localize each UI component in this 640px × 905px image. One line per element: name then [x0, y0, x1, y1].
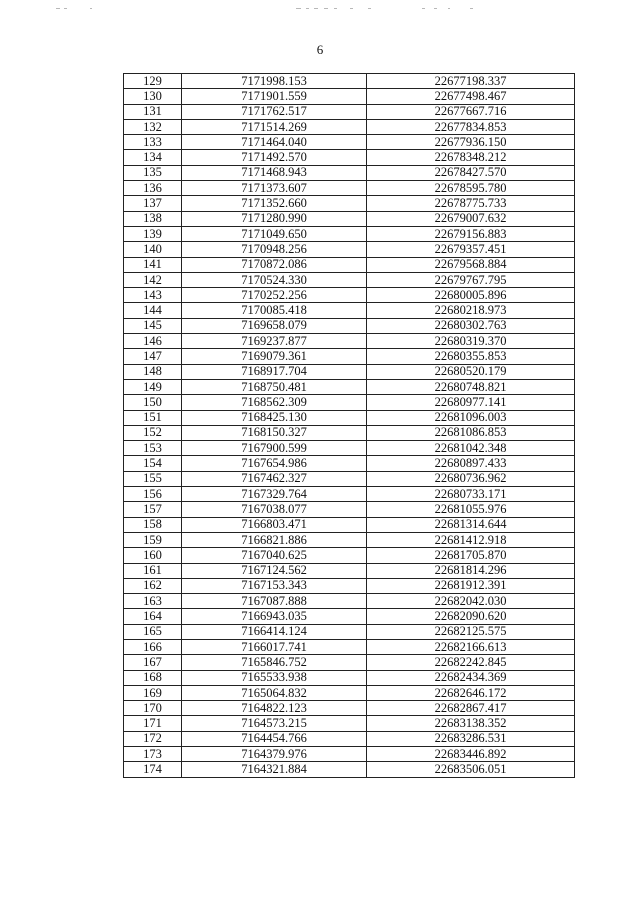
x-coordinate-cell: 7167329.764	[182, 487, 367, 502]
point-number-cell: 142	[124, 272, 182, 287]
y-coordinate-cell: 22681912.391	[367, 578, 575, 593]
x-coordinate-cell: 7169658.079	[182, 318, 367, 333]
x-coordinate-cell: 7171468.943	[182, 165, 367, 180]
point-number-cell: 166	[124, 639, 182, 654]
table-row	[124, 517, 575, 532]
table-row	[124, 731, 575, 746]
point-number-cell: 137	[124, 196, 182, 211]
y-coordinate-cell: 22678348.212	[367, 150, 575, 165]
point-number-cell: 165	[124, 624, 182, 639]
point-number-cell: 146	[124, 334, 182, 349]
table-row	[124, 578, 575, 593]
table-row	[124, 349, 575, 364]
x-coordinate-cell: 7171514.269	[182, 119, 367, 134]
point-number-cell: 170	[124, 701, 182, 716]
point-number-cell: 156	[124, 487, 182, 502]
x-coordinate-cell: 7164454.766	[182, 731, 367, 746]
y-coordinate-cell: 22678595.780	[367, 181, 575, 196]
table-row	[124, 624, 575, 639]
y-coordinate-cell: 22681096.003	[367, 410, 575, 425]
coordinates-table-body	[124, 74, 575, 778]
x-coordinate-cell: 7164379.976	[182, 747, 367, 762]
table-row	[124, 532, 575, 547]
point-number-cell: 143	[124, 288, 182, 303]
point-number-cell: 168	[124, 670, 182, 685]
x-coordinate-cell: 7167040.625	[182, 548, 367, 563]
y-coordinate-cell: 22681814.296	[367, 563, 575, 578]
point-number-cell: 152	[124, 425, 182, 440]
table-row	[124, 181, 575, 196]
y-coordinate-cell: 22679568.884	[367, 257, 575, 272]
table-row	[124, 119, 575, 134]
point-number-cell: 145	[124, 318, 182, 333]
x-coordinate-cell: 7164573.215	[182, 716, 367, 731]
table-row	[124, 716, 575, 731]
table-row	[124, 747, 575, 762]
y-coordinate-cell: 22683446.892	[367, 747, 575, 762]
point-number-cell: 139	[124, 226, 182, 241]
table-row	[124, 364, 575, 379]
y-coordinate-cell: 22680733.171	[367, 487, 575, 502]
table-row	[124, 701, 575, 716]
y-coordinate-cell: 22682242.845	[367, 655, 575, 670]
y-coordinate-cell: 22680520.179	[367, 364, 575, 379]
y-coordinate-cell: 22680748.821	[367, 379, 575, 394]
table-row	[124, 410, 575, 425]
table-row	[124, 425, 575, 440]
x-coordinate-cell: 7164822.123	[182, 701, 367, 716]
table-row	[124, 150, 575, 165]
x-coordinate-cell: 7168425.130	[182, 410, 367, 425]
table-row	[124, 288, 575, 303]
table-row	[124, 471, 575, 486]
y-coordinate-cell: 22680977.141	[367, 395, 575, 410]
y-coordinate-cell: 22681042.348	[367, 441, 575, 456]
point-number-cell: 161	[124, 563, 182, 578]
point-number-cell: 141	[124, 257, 182, 272]
point-number-cell: 164	[124, 609, 182, 624]
point-number-cell: 158	[124, 517, 182, 532]
point-number-cell: 132	[124, 119, 182, 134]
x-coordinate-cell: 7168917.704	[182, 364, 367, 379]
point-number-cell: 147	[124, 349, 182, 364]
table-row	[124, 318, 575, 333]
scan-artifacts	[50, 8, 590, 12]
point-number-cell: 136	[124, 181, 182, 196]
y-coordinate-cell: 22683286.531	[367, 731, 575, 746]
x-coordinate-cell: 7166943.035	[182, 609, 367, 624]
y-coordinate-cell: 22682646.172	[367, 685, 575, 700]
point-number-cell: 135	[124, 165, 182, 180]
y-coordinate-cell: 22682090.620	[367, 609, 575, 624]
y-coordinate-cell: 22682042.030	[367, 594, 575, 609]
x-coordinate-cell: 7165533.938	[182, 670, 367, 685]
point-number-cell: 172	[124, 731, 182, 746]
table-row	[124, 74, 575, 89]
y-coordinate-cell: 22680005.896	[367, 288, 575, 303]
y-coordinate-cell: 22679007.632	[367, 211, 575, 226]
x-coordinate-cell: 7169079.361	[182, 349, 367, 364]
table-row	[124, 670, 575, 685]
y-coordinate-cell: 22680897.433	[367, 456, 575, 471]
point-number-cell: 171	[124, 716, 182, 731]
point-number-cell: 159	[124, 532, 182, 547]
x-coordinate-cell: 7168750.481	[182, 379, 367, 394]
point-number-cell: 150	[124, 395, 182, 410]
x-coordinate-cell: 7170872.086	[182, 257, 367, 272]
point-number-cell: 155	[124, 471, 182, 486]
x-coordinate-cell: 7166821.886	[182, 532, 367, 547]
x-coordinate-cell: 7164321.884	[182, 762, 367, 777]
table-row	[124, 242, 575, 257]
y-coordinate-cell: 22681314.644	[367, 517, 575, 532]
y-coordinate-cell: 22680355.853	[367, 349, 575, 364]
y-coordinate-cell: 22677498.467	[367, 89, 575, 104]
table-row	[124, 441, 575, 456]
x-coordinate-cell: 7171901.559	[182, 89, 367, 104]
point-number-cell: 169	[124, 685, 182, 700]
y-coordinate-cell: 22679767.795	[367, 272, 575, 287]
table-row	[124, 135, 575, 150]
y-coordinate-cell: 22680736.962	[367, 471, 575, 486]
point-number-cell: 160	[124, 548, 182, 563]
y-coordinate-cell: 22677198.337	[367, 74, 575, 89]
y-coordinate-cell: 22681412.918	[367, 532, 575, 547]
x-coordinate-cell: 7170948.256	[182, 242, 367, 257]
coordinates-table	[123, 73, 575, 778]
x-coordinate-cell: 7167153.343	[182, 578, 367, 593]
x-coordinate-cell: 7171464.040	[182, 135, 367, 150]
x-coordinate-cell: 7170524.330	[182, 272, 367, 287]
y-coordinate-cell: 22679357.451	[367, 242, 575, 257]
y-coordinate-cell: 22677667.716	[367, 104, 575, 119]
point-number-cell: 151	[124, 410, 182, 425]
x-coordinate-cell: 7170085.418	[182, 303, 367, 318]
x-coordinate-cell: 7171373.607	[182, 181, 367, 196]
y-coordinate-cell: 22680218.973	[367, 303, 575, 318]
x-coordinate-cell: 7167038.077	[182, 502, 367, 517]
x-coordinate-cell: 7166803.471	[182, 517, 367, 532]
y-coordinate-cell: 22678775.733	[367, 196, 575, 211]
table-row	[124, 196, 575, 211]
table-row	[124, 609, 575, 624]
page-number: 6	[316, 42, 324, 57]
x-coordinate-cell: 7168150.327	[182, 425, 367, 440]
x-coordinate-cell: 7167462.327	[182, 471, 367, 486]
table-row	[124, 257, 575, 272]
point-number-cell: 157	[124, 502, 182, 517]
table-row	[124, 226, 575, 241]
table-row	[124, 379, 575, 394]
point-number-cell: 148	[124, 364, 182, 379]
x-coordinate-cell: 7171049.650	[182, 226, 367, 241]
y-coordinate-cell: 22679156.883	[367, 226, 575, 241]
table-row	[124, 594, 575, 609]
table-row	[124, 655, 575, 670]
point-number-cell: 144	[124, 303, 182, 318]
point-number-cell: 131	[124, 104, 182, 119]
x-coordinate-cell: 7171492.570	[182, 150, 367, 165]
x-coordinate-cell: 7169237.877	[182, 334, 367, 349]
table-row	[124, 211, 575, 226]
x-coordinate-cell: 7166414.124	[182, 624, 367, 639]
point-number-cell: 163	[124, 594, 182, 609]
x-coordinate-cell: 7167654.986	[182, 456, 367, 471]
y-coordinate-cell: 22681055.976	[367, 502, 575, 517]
point-number-cell: 133	[124, 135, 182, 150]
x-coordinate-cell: 7166017.741	[182, 639, 367, 654]
x-coordinate-cell: 7171762.517	[182, 104, 367, 119]
point-number-cell: 149	[124, 379, 182, 394]
table-row	[124, 303, 575, 318]
table-row	[124, 165, 575, 180]
point-number-cell: 140	[124, 242, 182, 257]
table-row	[124, 89, 575, 104]
x-coordinate-cell: 7171998.153	[182, 74, 367, 89]
y-coordinate-cell: 22681086.853	[367, 425, 575, 440]
y-coordinate-cell: 22682125.575	[367, 624, 575, 639]
x-coordinate-cell: 7170252.256	[182, 288, 367, 303]
point-number-cell: 138	[124, 211, 182, 226]
point-number-cell: 153	[124, 441, 182, 456]
table-row	[124, 548, 575, 563]
point-number-cell: 173	[124, 747, 182, 762]
x-coordinate-cell: 7165064.832	[182, 685, 367, 700]
table-row	[124, 104, 575, 119]
x-coordinate-cell: 7168562.309	[182, 395, 367, 410]
y-coordinate-cell: 22678427.570	[367, 165, 575, 180]
point-number-cell: 154	[124, 456, 182, 471]
table-row	[124, 334, 575, 349]
x-coordinate-cell: 7171352.660	[182, 196, 367, 211]
x-coordinate-cell: 7167087.888	[182, 594, 367, 609]
point-number-cell: 174	[124, 762, 182, 777]
y-coordinate-cell: 22677936.150	[367, 135, 575, 150]
y-coordinate-cell: 22682434.369	[367, 670, 575, 685]
x-coordinate-cell: 7167900.599	[182, 441, 367, 456]
y-coordinate-cell: 22683506.051	[367, 762, 575, 777]
table-row	[124, 272, 575, 287]
point-number-cell: 130	[124, 89, 182, 104]
table-row	[124, 487, 575, 502]
y-coordinate-cell: 22681705.870	[367, 548, 575, 563]
table-row	[124, 639, 575, 654]
table-row	[124, 762, 575, 777]
x-coordinate-cell: 7165846.752	[182, 655, 367, 670]
y-coordinate-cell: 22682166.613	[367, 639, 575, 654]
point-number-cell: 167	[124, 655, 182, 670]
y-coordinate-cell: 22682867.417	[367, 701, 575, 716]
y-coordinate-cell: 22683138.352	[367, 716, 575, 731]
x-coordinate-cell: 7171280.990	[182, 211, 367, 226]
x-coordinate-cell: 7167124.562	[182, 563, 367, 578]
point-number-cell: 129	[124, 74, 182, 89]
table-row	[124, 502, 575, 517]
table-row	[124, 456, 575, 471]
y-coordinate-cell: 22677834.853	[367, 119, 575, 134]
table-row	[124, 563, 575, 578]
y-coordinate-cell: 22680302.763	[367, 318, 575, 333]
point-number-cell: 162	[124, 578, 182, 593]
y-coordinate-cell: 22680319.370	[367, 334, 575, 349]
point-number-cell: 134	[124, 150, 182, 165]
table-row	[124, 395, 575, 410]
table-row	[124, 685, 575, 700]
